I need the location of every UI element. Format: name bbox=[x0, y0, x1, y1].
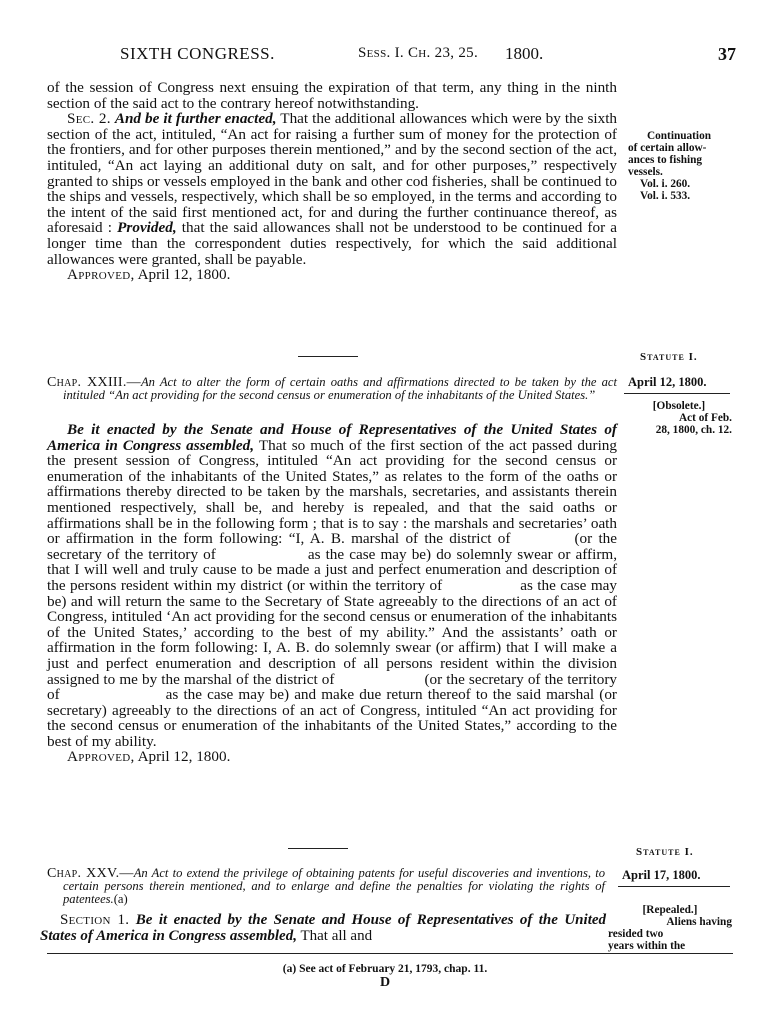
enacting-clause: Be it enacted by the Senate and House of Representatives of the United States of America in Congress assembled, bbox=[40, 912, 607, 944]
section-separator bbox=[288, 848, 348, 849]
chapter-label: Chap. XXIII.— bbox=[47, 375, 141, 390]
margin-note-ch23 bbox=[620, 400, 738, 436]
section-label: Sec. 2. bbox=[67, 110, 111, 128]
chapter-label: Chap. XXV.— bbox=[47, 866, 134, 881]
body-text: That so much of the first section of the act passed during the present session of Congress, intituled “An act providing for the second census or enumeration of the inhabitants of the United States,” as relates to the form of the oaths or affirmations thereby directed to be taken by the marshals, secretaries, and assistants therein mentioned respectively, shall be, and hereby is repealed, and that the said oaths or affirmations shall be in the following form ; that is to say : the marshals and secretaries’ oath or affirmation in the form following: “I, A. B. marshal of the district of bbox=[47, 436, 617, 548]
footnote-rule bbox=[47, 953, 733, 954]
chapter-25-heading bbox=[47, 867, 605, 907]
chapter-23-paragraph bbox=[47, 422, 617, 749]
margin-note-continuation bbox=[620, 130, 738, 202]
section-label: Section 1. bbox=[60, 912, 130, 928]
body-text: That all and bbox=[300, 927, 373, 944]
signature-mark: D bbox=[379, 975, 391, 990]
approval-line bbox=[47, 267, 617, 283]
statute-label: Statute I. bbox=[636, 846, 694, 858]
continued-text: of the session of Congress next ensuing the expiration of that term, any thing in the ninth section of the said act to the contrary hereof notwithstanding. bbox=[47, 79, 617, 112]
header-year: 1800. bbox=[505, 44, 544, 63]
section-2-paragraph bbox=[47, 111, 617, 267]
approved-date: April 12, 1800. bbox=[137, 748, 231, 766]
approved-date: April 12, 1800. bbox=[137, 266, 231, 284]
chapter-25-body bbox=[40, 913, 606, 944]
enacting-clause: And be it further enacted, bbox=[114, 110, 277, 128]
proviso-word: Provided, bbox=[117, 219, 177, 237]
margin-line: vessels. bbox=[628, 166, 663, 178]
footnote: (a) See act of February 21, 1793, chap. 11. bbox=[282, 963, 488, 975]
chapter-23-heading bbox=[47, 376, 617, 402]
section-separator bbox=[298, 356, 358, 357]
page-number: 37 bbox=[718, 44, 736, 64]
margin-note-ch25 bbox=[608, 904, 732, 952]
status-note: [Obsolete.] bbox=[652, 400, 706, 412]
chapter-25-paragraph bbox=[40, 913, 606, 944]
approval-line bbox=[47, 749, 617, 765]
margin-line: ances to fishing bbox=[628, 154, 703, 166]
margin-rule bbox=[618, 886, 730, 887]
margin-line: years within the bbox=[608, 940, 686, 952]
enacting-clause: Be it enacted by the Senate and House of Representatives of the United States of America in Congress assembled, bbox=[47, 421, 617, 454]
margin-line: resided two bbox=[608, 928, 664, 940]
chapter-title-line bbox=[47, 376, 617, 402]
proviso-text: that the said allowances shall not be understood to be continued for a longer time than the correspondent duties respectively, for which the said additional allowances were granted, shall be payable. bbox=[47, 219, 618, 268]
chapter-title: An Act to alter the form of certain oaths and affirmations directed to be taken by the act intituled “An act providing for the second census or enumeration of the inhabitants of the United States.” bbox=[63, 375, 617, 403]
chapter-date: April 12, 1800. bbox=[628, 375, 707, 389]
section-2-body: That the additional allowances which were by the sixth section of the act, intituled, “An act for raising a further sum of money for the protection of the frontiers, and for other purposes therein mentioned,” and by the second section of the act, intituled, “An act laying an additional duty on salt, and for other purposes,” respectively granted to ships or vessels employed in the bank and other cod fisheries, shall be continued to the ships and vessels, respectively, which shall be so employed, in the terms and according to the intent of the said first mentioned act, for and during the further continuance thereof, as aforesaid : bbox=[47, 110, 618, 237]
margin-ref: 28, 1800, ch. 12. bbox=[655, 424, 732, 436]
body-text: (or the secretary of the territory of bbox=[47, 670, 617, 704]
body-text: as the case may be) do solemnly swear or affirm, that I will well and truly cause to be made a just and perfect enumeration and description of the persons resident within my district (or within the territory of bbox=[47, 545, 618, 594]
margin-line: Continuation bbox=[646, 130, 712, 142]
margin-line: Aliens having bbox=[666, 916, 732, 928]
margin-line: of certain allow- bbox=[628, 142, 707, 154]
margin-ref: Act of Feb. bbox=[678, 412, 732, 424]
approved-label: Approved, bbox=[67, 266, 135, 284]
running-title: SIXTH CONGRESS. bbox=[120, 44, 275, 63]
chapter-23-body bbox=[47, 422, 617, 765]
approved-label: Approved, bbox=[67, 748, 135, 766]
session-chapter: Sess. I. Ch. 23, 25. bbox=[358, 45, 478, 61]
margin-rule bbox=[624, 393, 730, 394]
status-note: [Repealed.] bbox=[642, 904, 698, 916]
chapter-date: April 17, 1800. bbox=[622, 868, 701, 882]
margin-ref: Vol. i. 260. bbox=[640, 178, 691, 190]
margin-ref: Vol. i. 533. bbox=[640, 190, 691, 202]
running-header bbox=[50, 44, 736, 68]
body-text: (or the secretary of the territory of bbox=[47, 530, 618, 563]
chapter-title: An Act to extend the privilege of obtaining patents for useful discoveries and inventions, to certain persons therein mentioned, and to enlarge and define the penalties for violating the rights of patentees. bbox=[63, 866, 605, 907]
footnote-mark: (a) bbox=[113, 892, 128, 907]
chapter-title-line bbox=[47, 867, 605, 907]
body-text: as the case may be) and will return the same to the Secretary of State agreeably to the directions of an act of Congress, intituled ‘An act providing for the second census or enumeration of the inhabitants of the United States,’ according to the best of my ability.” And the assistants’ oath or affirmation in the form following: I, A. B. do solemnly swear (or affirm) that I will make a just and perfect enumeration and description of all persons resident within the division assigned to me by the marshal of the district of bbox=[47, 576, 617, 688]
statute-label: Statute I. bbox=[640, 351, 698, 363]
body-text: as the case may be) and make due return thereof to the said marshal (or secretary) agreeably to the directions of an act of Congress, intituled “An act providing for the second census or enumeration of the inhabitants of the United States,” according to the best of my ability. bbox=[47, 686, 617, 750]
section-2-block bbox=[47, 80, 617, 283]
